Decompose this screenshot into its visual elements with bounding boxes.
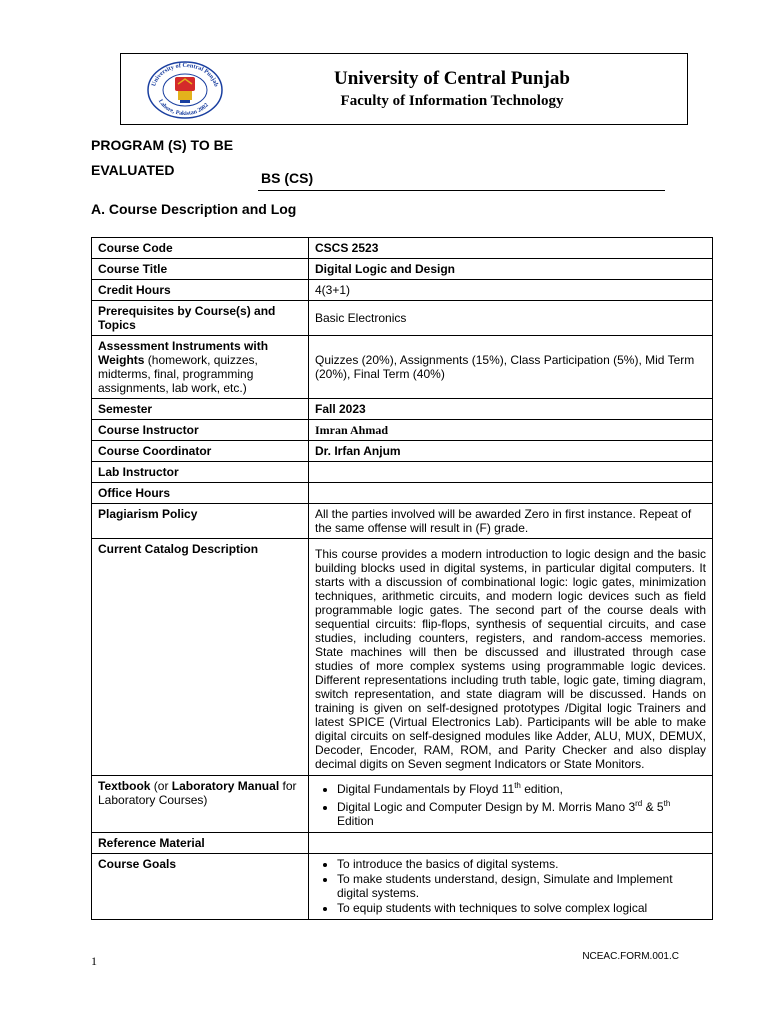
program-label-line1: PROGRAM (S) TO BE [91,137,234,153]
table-row [92,399,713,420]
logo-ring-text-bottom: Lahore, Pakistan 2002 [156,98,210,118]
semester-label: Semester [92,399,309,420]
table-row [92,280,713,301]
letterhead [120,53,688,125]
reference-value [309,833,713,854]
list-item [337,779,706,796]
assessment-label [92,336,309,399]
table-row [92,504,713,539]
course-description-table [91,237,713,920]
course-title-value: Digital Logic and Design [309,259,713,280]
credit-hours-label: Credit Hours [92,280,309,301]
instructor-value: Imran Ahmad [309,420,713,441]
table-row [92,776,713,833]
coordinator-label: Course Coordinator [92,441,309,462]
textbook-2-sup2: th [663,799,671,808]
faculty-name: Faculty of Information Technology [340,93,564,109]
program-label-line2: EVALUATED [91,162,175,178]
goals-list-cell [309,854,713,920]
catalog-description: This course provides a modern introduction to logic design and the basic building blocks used in digital systems, in particular digital computers. It starts with a discussion of combinational logic: logic gates, minimization techniques, arithmetic circuits, and modern logic devices such as field programmable logic gates. The second part of the course deals with sequential circuits: flip-flops, synthesis of sequential circuits, and case studies, including counters, registers, and random-access memories. State machines will then be discussed and illustrated through case studies of more complex systems using programmable logic devices. Different representations including truth table, logic gate, timing diagram, switch representation, and state diagram will be discussed. Hands on training is given on self-designed prototypes /Digital logic Trainers and latest SPICE (Virtual Electronics Lab). Participants will be able to make digital circuits on self-designed modules like Adder, ALU, MUX, DEMUX, Decoder, Encoder, RAM, ROM, and Parity Checker and also display decimal digits on Seven segment Indicators or State Monitors. [309,539,713,776]
assessment-value: Quizzes (20%), Assignments (15%), Class Participation (5%), Mid Term (20%), Final Term (40%) [309,336,713,399]
textbook-label-main: Textbook [98,779,151,793]
assessment-label-detail: (homework, quizzes, midterms, final, programming assignments, lab work, etc.) [98,353,258,395]
table-row [92,483,713,504]
table-row [92,238,713,259]
textbook-label-paren: (or [150,779,172,793]
semester-value: Fall 2023 [309,399,713,420]
page-number: 1 [91,954,97,968]
textbook-label-note: for Laboratory Courses) [98,779,297,807]
plagiarism-value: All the parties involved will be awarded Zero in first instance. Repeat of the same offense will result in (F) grade. [309,504,713,539]
instructor-label: Course Instructor [92,420,309,441]
prerequisites-value: Basic Electronics [309,301,713,336]
textbook-2-mid: & 5 [642,800,664,814]
course-code-label: Course Code [92,238,309,259]
assessment-label-bold: Assessment Instruments with Weights [98,339,269,367]
catalog-label: Current Catalog Description [92,539,309,776]
textbook-2-sup1: rd [635,799,643,808]
prerequisites-label: Prerequisites by Course(s) and Topics [92,301,309,336]
course-title-label: Course Title [92,259,309,280]
form-code: NCEAC.FORM.001.C [582,951,679,962]
goals-label: Course Goals [92,854,309,920]
coordinator-value: Dr. Irfan Anjum [309,441,713,462]
table-row [92,420,713,441]
textbook-list-cell [309,776,713,833]
university-name: University of Central Punjab [334,68,570,89]
lab-instructor-value [309,462,713,483]
textbook-2-edition: Edition [337,814,374,828]
plagiarism-label: Plagiarism Policy [92,504,309,539]
textbook-list [315,779,706,828]
textbook-label [92,776,309,833]
logo-ring-text-top: University of Central Punjab [150,61,220,88]
program-underline [258,190,665,191]
textbook-2-title: Digital Logic and Computer Design by M. Morris Mano 3 [337,800,636,814]
textbook-1-title: Digital Fundamentals by Floyd 11 [337,782,515,796]
table-row [92,539,713,776]
lab-manual-label: Laboratory Manual [171,779,280,793]
list-item: • To make students understand, design, Simulate and Implement digital systems. [337,872,706,900]
table-row [92,301,713,336]
office-hours-label: Office Hours [92,483,309,504]
list-item [337,797,706,828]
section-title: A. Course Description and Log [91,201,297,217]
table-row [92,441,713,462]
reference-label: Reference Material [92,833,309,854]
table-row [92,336,713,399]
list-item: • To introduce the basics of digital systems. [337,857,706,871]
table-row [92,833,713,854]
list-item: • To equip students with techniques to solve complex logical [337,901,706,915]
program-value: BS (CS) [261,170,314,186]
textbook-1-sup: th [514,781,521,790]
goals-list [315,857,706,915]
office-hours-value [309,483,713,504]
lab-instructor-label: Lab Instructor [92,462,309,483]
textbook-1-edition: edition, [520,782,563,796]
table-row [92,259,713,280]
table-row [92,854,713,920]
credit-hours-value: 4(3+1) [309,280,713,301]
table-row [92,462,713,483]
course-code-value: CSCS 2523 [309,238,713,259]
